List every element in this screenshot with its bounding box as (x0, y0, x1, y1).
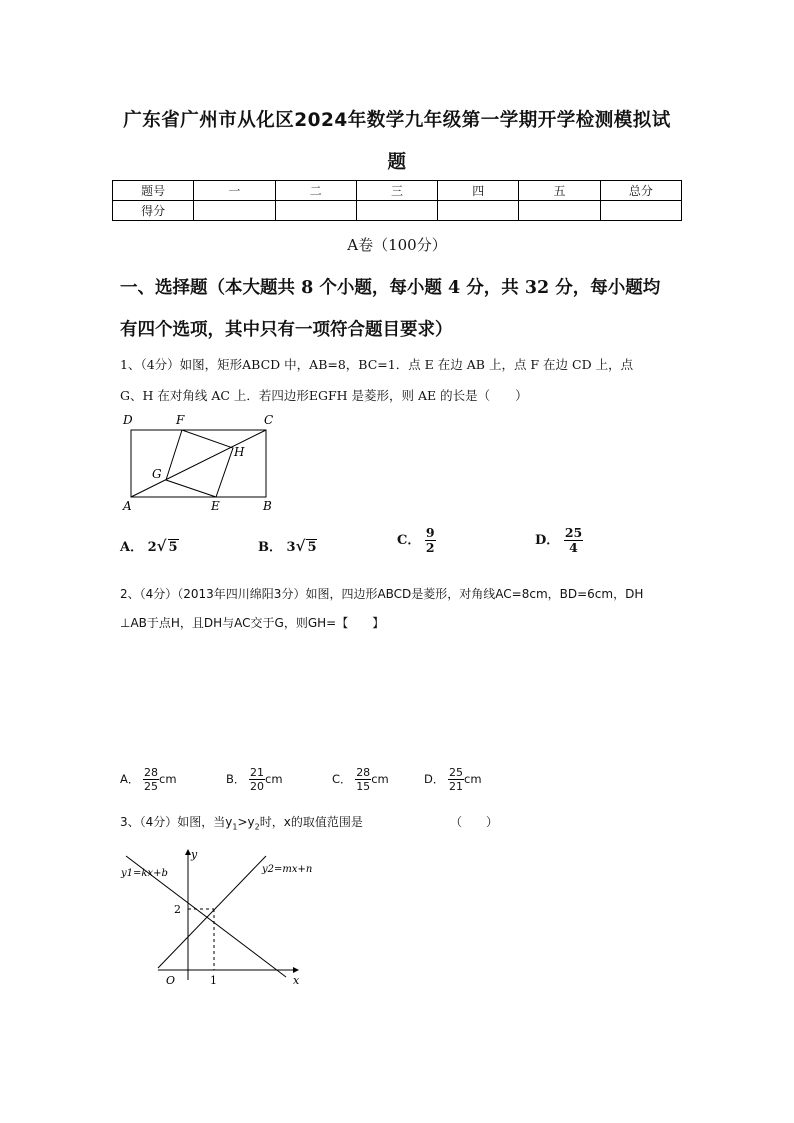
score-cell (519, 201, 600, 221)
option-label: B． (258, 540, 282, 555)
section-heading: 一、选择题（本大题共 8 个小题，每小题 4 分，共 32 分，每小题均 (120, 278, 661, 298)
fraction (143, 766, 159, 793)
question-2-option-a[interactable] (120, 766, 177, 793)
denominator: 20 (250, 780, 265, 793)
score-cell: 二 (275, 181, 356, 201)
subscript: 2 (254, 822, 260, 832)
question-1-figure (118, 410, 288, 516)
numerator: 25 (449, 766, 464, 779)
option-label: D． (424, 772, 445, 786)
label-e: E (211, 499, 220, 513)
origin-label: O (166, 974, 176, 987)
option-label: C． (397, 533, 421, 548)
option-label: C． (332, 772, 352, 786)
score-table-header-row (113, 181, 682, 201)
question-1-option-d[interactable] (535, 526, 583, 555)
question-3-text (120, 813, 363, 831)
score-cell: 五 (519, 181, 600, 201)
diagonal-ac (131, 430, 266, 497)
score-cell: 题号 (113, 181, 194, 201)
score-cell: 得分 (113, 201, 194, 221)
label-f: F (176, 413, 185, 427)
score-cell: 三 (356, 181, 437, 201)
x-axis-label: x (293, 974, 300, 987)
score-table (112, 180, 682, 221)
option-coefficient: 2 (147, 540, 157, 555)
score-cell (275, 201, 356, 221)
denominator: 21 (449, 780, 464, 793)
fraction (448, 766, 464, 793)
unit: cm (159, 772, 177, 786)
option-coefficient: 3 (286, 540, 296, 555)
question-2-option-c[interactable] (332, 766, 389, 793)
numerator: 25 (564, 525, 583, 540)
question-2-text: 2、（4分）（2013年四川绵阳3分）如图，四边形ABCD是菱形，对角线AC=8cm，BD=6cm，DH (120, 587, 644, 601)
tick-label-y: 2 (174, 903, 181, 916)
var-y: y (247, 815, 255, 829)
score-cell: 四 (438, 181, 519, 201)
radical-sign: √ (156, 537, 167, 555)
greater-than: > (237, 815, 248, 829)
question-3-suffix: 时，x的取值范围是 (259, 815, 363, 829)
fraction (564, 526, 583, 555)
question-1-option-b[interactable] (258, 536, 317, 555)
question-3-answer-paren: （ ） (450, 815, 499, 829)
denominator: 15 (356, 780, 371, 793)
fraction (355, 766, 371, 793)
denominator: 25 (144, 780, 159, 793)
question-1-text: 1、（4分）如图，矩形ABCD 中，AB=8，BC=1．点 E 在边 AB 上，点 F 在边 CD 上，点 (120, 357, 634, 372)
denominator: 2 (425, 540, 435, 555)
section-heading-continued: 有四个选项，其中只有一项符合题目要求） (120, 320, 453, 340)
tick-label-x: 1 (210, 974, 217, 987)
label-d: D (123, 413, 133, 427)
numerator: 9 (425, 525, 435, 540)
label-b: B (263, 499, 272, 513)
score-cell (356, 201, 437, 221)
volume-heading: A卷（100分） (347, 236, 447, 254)
line-y1-label: y1=kx+b (121, 868, 168, 879)
unit: cm (265, 772, 283, 786)
question-1-text-continued: G、H 在对角线 AC 上．若四边形EGFH 是菱形，则 AE 的长是（ ） (120, 388, 528, 403)
question-2-text-continued: ⊥AB于点H，且DH与AC交于G，则GH=【 】 (120, 616, 385, 630)
score-cell: 总分 (600, 181, 681, 201)
page-title: 广东省广州市从化区2024年数学九年级第一学期开学检测模拟试 (123, 110, 671, 131)
label-g: G (152, 467, 162, 481)
question-3-prefix: 3、（4分）如图，当 (120, 815, 226, 829)
fraction (249, 766, 265, 793)
option-radicand: 5 (307, 540, 317, 555)
score-cell (438, 201, 519, 221)
var-y: y (225, 815, 233, 829)
denominator: 4 (569, 540, 578, 555)
label-c: C (264, 413, 274, 427)
question-1-option-a[interactable] (120, 536, 179, 555)
label-a: A (123, 499, 132, 513)
question-2-option-d[interactable] (424, 766, 482, 793)
question-3-figure (118, 842, 328, 992)
question-2-option-b[interactable] (226, 766, 283, 793)
line-y2-label: y2=mx+n (262, 864, 313, 875)
score-cell: 一 (194, 181, 275, 201)
unit: cm (464, 772, 482, 786)
option-label: B． (226, 772, 246, 786)
option-label: A． (120, 540, 144, 555)
label-h: H (234, 445, 245, 459)
option-label: A． (120, 772, 140, 786)
radical-sign: √ (295, 537, 306, 555)
option-label: D． (535, 533, 560, 548)
score-cell (600, 201, 681, 221)
score-table-score-row (113, 201, 682, 221)
unit: cm (371, 772, 389, 786)
numerator: 28 (144, 766, 159, 779)
score-cell (194, 201, 275, 221)
option-radicand: 5 (168, 540, 178, 555)
y-axis-label: y (191, 848, 198, 861)
subscript: 1 (232, 822, 238, 832)
numerator: 28 (356, 766, 371, 779)
fraction (425, 526, 436, 555)
page-title-continued: 题 (387, 152, 407, 173)
numerator: 21 (250, 766, 265, 779)
question-1-option-c[interactable] (397, 526, 436, 555)
